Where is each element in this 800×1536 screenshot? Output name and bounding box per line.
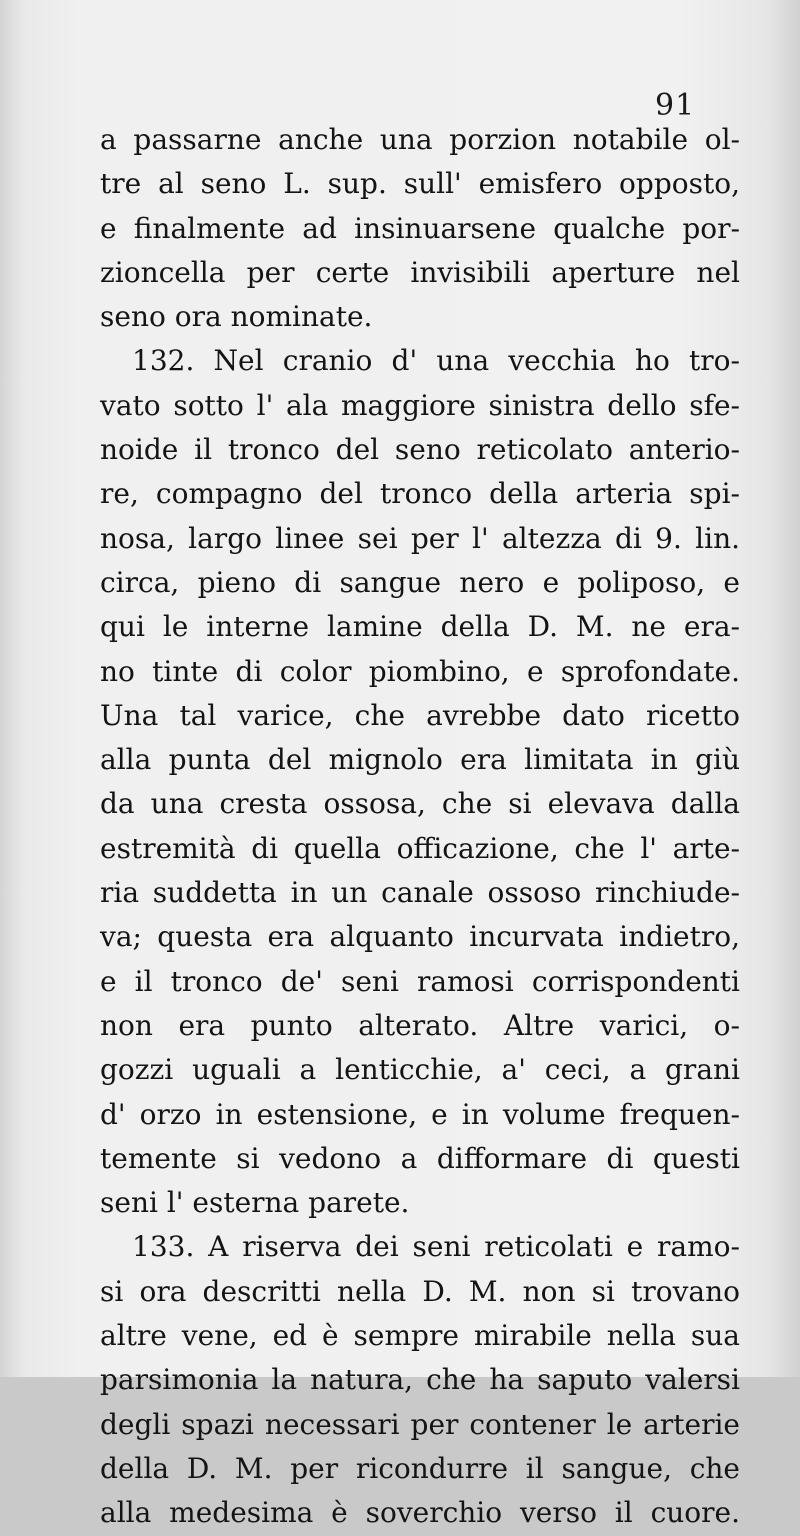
text-line: nosa, largo linee sei per l' altezza di 9. lin. (100, 521, 740, 555)
page-number: 91 (655, 88, 696, 123)
paragraph-132-start: 132. Nel cranio d' una vecchia ho tro- (132, 344, 740, 378)
text-line: e il tronco de' seni ramosi corrispondenti (100, 964, 740, 998)
text-line: qui le interne lamine della D. M. ne era- (100, 610, 740, 644)
text-line: ria suddetta in un canale ossoso rinchiude- (100, 876, 740, 910)
text-line: alla medesima è soverchio verso il cuore. (100, 1496, 740, 1530)
text-line: seno ora nominate. (100, 300, 373, 334)
text-line: Una tal varice, che avrebbe dato ricetto (100, 698, 740, 732)
text-line: parsimonia la natura, che ha saputo valersi (100, 1363, 740, 1397)
text-line: alla punta del mignolo era limitata in giù (100, 743, 740, 777)
text-line: circa, pieno di sangue nero e poliposo, e (100, 565, 740, 599)
text-line: da una cresta ossosa, che si elevava dalla (100, 787, 740, 821)
text-line: seni l' esterna parete. (100, 1186, 410, 1220)
text-line: e finalmente ad insinuarsene qualche por- (100, 211, 740, 245)
text-line: degli spazi necessari per contener le arterie (100, 1407, 740, 1441)
text-line: va; questa era alquanto incurvata indietro, (100, 920, 740, 954)
text-line: non era punto alterato. Altre varici, o- (100, 1008, 740, 1042)
text-line: d' orzo in estensione, e in volume frequen- (100, 1097, 740, 1131)
text-line: gozzi uguali a lenticchie, a' ceci, a grani (100, 1053, 740, 1087)
paragraph-133-start: 133. A riserva dei seni reticolati e ramo- (132, 1230, 740, 1264)
body-text (100, 118, 740, 1536)
text-line: estremità di quella officazione, che l' arte- (100, 831, 740, 865)
text-line: no tinte di color piombino, e sprofondate. (100, 654, 740, 688)
text-line: della D. M. per ricondurre il sangue, che (100, 1451, 740, 1485)
text-line: a passarne anche una porzion notabile ol- (100, 123, 740, 156)
text-line: zioncella per certe invisibili aperture nel (100, 255, 740, 289)
text-line: altre vene, ed è sempre mirabile nella sua (100, 1319, 740, 1353)
text-line: vato sotto l' ala maggiore sinistra dello sfe- (100, 388, 740, 422)
text-line: tre al seno L. sup. sull' emisfero opposto, (100, 167, 740, 201)
text-line: re, compagno del tronco della arteria spi- (100, 477, 740, 511)
text-line: temente si vedono a difformare di questi (100, 1141, 740, 1175)
text-line: si ora descritti nella D. M. non si trovano (100, 1274, 740, 1308)
text-line: noide il tronco del seno reticolato anterio- (100, 433, 740, 467)
